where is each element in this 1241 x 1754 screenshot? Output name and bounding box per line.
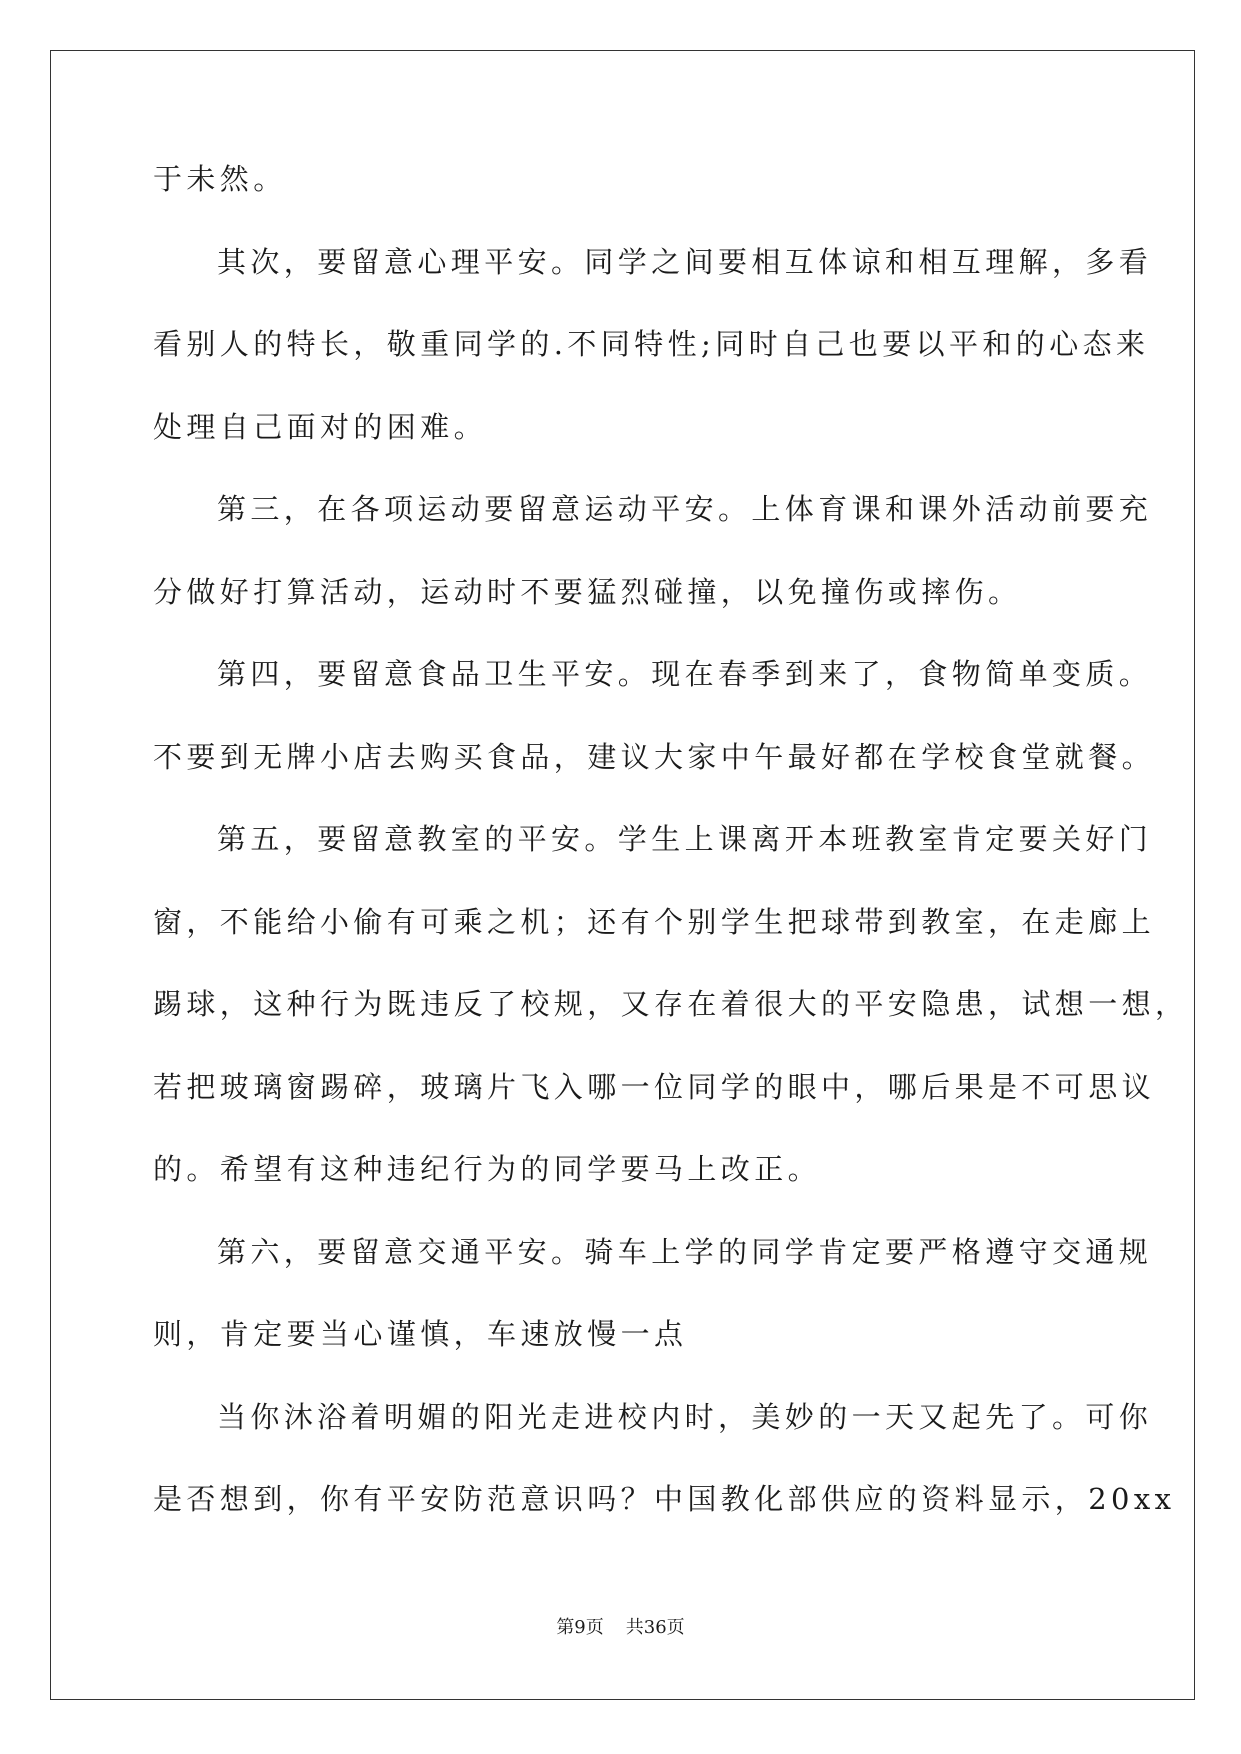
text-line: 是否想到，你有平安防范意识吗？中国教化部供应的资料显示，20xx — [153, 1482, 1176, 1516]
text-line: 第四，要留意食品卫生平安。现在春季到来了，食物简单变质。 — [217, 657, 1153, 691]
text-line: 踢球，这种行为既违反了校规，又存在着很大的平安隐患，试想一想， — [153, 987, 1189, 1021]
text-line: 其次，要留意心理平安。同学之间要相互体谅和相互理解，多看 — [217, 244, 1153, 279]
page-total: 共36页 — [625, 1617, 685, 1638]
text-line: 处理自己面对的困难。 — [153, 409, 488, 444]
text-line: 看别人的特长，敬重同学的.不同特性;同时自己也要以平和的心态来 — [153, 327, 1150, 361]
page-number: 第9页 — [556, 1617, 604, 1638]
text-line: 则，肯定要当心谨慎，车速放慢一点 — [153, 1317, 688, 1351]
text-line: 若把玻璃窗踢碎，玻璃片飞入哪一位同学的眼中，哪后果是不可思议 — [153, 1069, 1156, 1104]
text-line: 不要到无牌小店去购买食品，建议大家中午最好都在学校食堂就餐。 — [153, 739, 1156, 774]
text-line: 分做好打算活动，运动时不要猛烈碰撞，以免撞伤或摔伤。 — [153, 574, 1022, 609]
text-line: 第六，要留意交通平安。骑车上学的同学肯定要严格遵守交通规 — [217, 1234, 1153, 1269]
document-body — [153, 162, 1189, 1566]
text-line: 当你沐浴着明媚的阳光走进校内时，美妙的一天又起先了。可你 — [217, 1399, 1153, 1434]
text-line: 第三，在各项运动要留意运动平安。上体育课和课外活动前要充 — [217, 492, 1153, 526]
text-line: 的。希望有这种违纪行为的同学要马上改正。 — [153, 1152, 822, 1186]
text-line: 窗，不能给小偷有可乘之机；还有个别学生把球带到教室，在走廊上 — [153, 904, 1156, 939]
text-line: 于未然。 — [153, 162, 287, 196]
text-line: 第五，要留意教室的平安。学生上课离开本班教室肯定要关好门 — [217, 822, 1153, 856]
page-footer — [0, 1617, 1241, 1639]
